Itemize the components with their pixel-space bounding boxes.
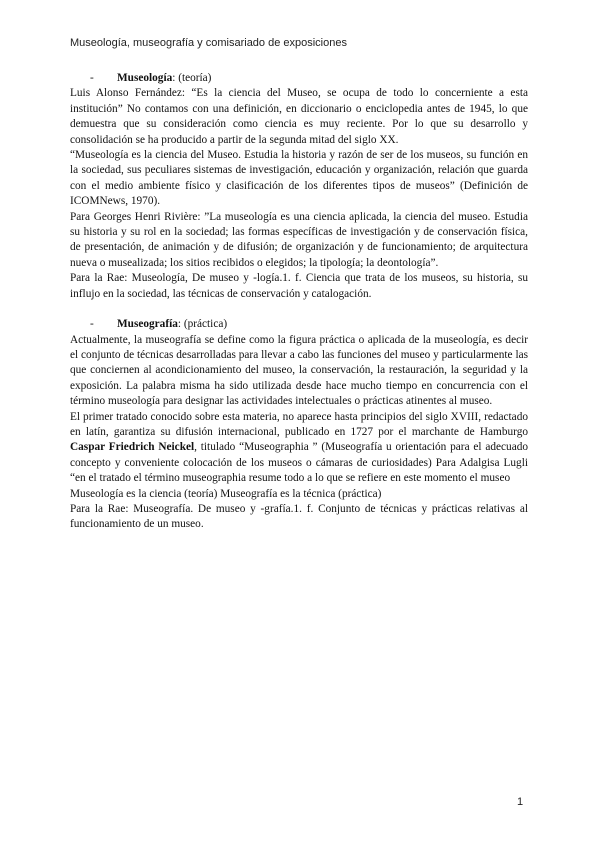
- term-museologia: Museología: [117, 72, 173, 84]
- author-name: Caspar Friedrich Neickel: [70, 441, 195, 454]
- section-gap: [70, 302, 528, 317]
- section-heading-museografia: [70, 317, 528, 332]
- paragraph-neickel-treatise: [70, 410, 528, 487]
- paragraph-theory-vs-technique: Museología es la ciencia (teoría) Museografía es la técnica (práctica): [70, 487, 382, 500]
- section-heading-museologia: [70, 71, 528, 86]
- bullet-dash: -: [90, 318, 94, 331]
- page-number: 1: [517, 796, 524, 808]
- page-header: Museología, museografía y comisariado de exposiciones: [70, 37, 347, 49]
- document-body: [70, 71, 528, 533]
- paragraph-rae-museografia: Para la Rae: Museografía. De museo y -grafía.1. f. Conjunto de técnicas y prácticas relativas al funcionamiento de un museo.: [70, 502, 528, 531]
- treatise-text-after: , titulado “Museographia ” (Museografía u orientación para el adecuado concepto y conveniente colocación de los museos o cámaras de curiosidades) Para Adalgisa Lugli “en el tratado el término museographia resume todo a lo que se refiere en este momento el museo: [70, 441, 529, 485]
- bullet-dash: -: [90, 72, 94, 84]
- treatise-text-before: El primer tratado conocido sobre esta materia, no aparece hasta principios del siglo XVIII, redactado en latín, garantiza su difusión internacional, publicado en 1727 por el marchante de Hamburgo: [70, 410, 528, 438]
- term-museografia: Museografía: [117, 318, 178, 331]
- paragraph-icom-definition: “Museología es la ciencia del Museo. Estudia la historia y razón de ser de los museos, su función en la sociedad, sus peculiares sistemas de investigación, educación y organización, relación que guarda con el medio ambiente físico y clasificación de los diferentes tipos de museos” (Definición de ICOMNews, 1970).: [70, 149, 528, 208]
- qualifier-teoria: : (teoría): [172, 72, 212, 84]
- paragraph-museografia-definition: Actualmente, la museografía se define como la figura práctica o aplicada de la museología, es decir el conjunto de técnicas desarrolladas para llevar a cabo las funciones del museo y particularmente las que conciernen al acondicionamiento del museo, la conservación, la restauración, la seguridad y la exposición. La palabra misma ha sido utilizada desde hace mucho tiempo en concurrencia con el término museología para designar las actividades intelectuales o prácticas atinentes al museo.: [70, 333, 528, 408]
- paragraph-rae-museologia: Para la Rae: Museología, De museo y -logía.1. f. Ciencia que trata de los museos, su historia, su influjo en la sociedad, las técnicas de conservación y catalogación.: [70, 272, 528, 300]
- paragraph-alonso-fernandez: Luis Alonso Fernández: “Es la ciencia del Museo, se ocupa de todo lo concerniente a esta institución” No contamos con una definición, en diccionario o enciclopedia antes de 1945, lo que demuestra que su consideración como ciencia es muy reciente. Por lo que su desarrollo y consolidación se ha producido a partir de la segunda mitad del siglo XX.: [70, 87, 528, 146]
- paragraph-riviere-definition: Para Georges Henri Rivière: ”La museología es una ciencia aplicada, la ciencia del museo. Estudia su historia y su rol en la sociedad; las formas específicas de investigación y de conservación física, de presentación, de animación y de difusión; de organización y de funcionamiento; de arquitectura nueva o musealizada; los sitios recibidos o elegidos; la tipología; la deontología”.: [70, 210, 528, 269]
- qualifier-practica: : (práctica): [177, 318, 228, 331]
